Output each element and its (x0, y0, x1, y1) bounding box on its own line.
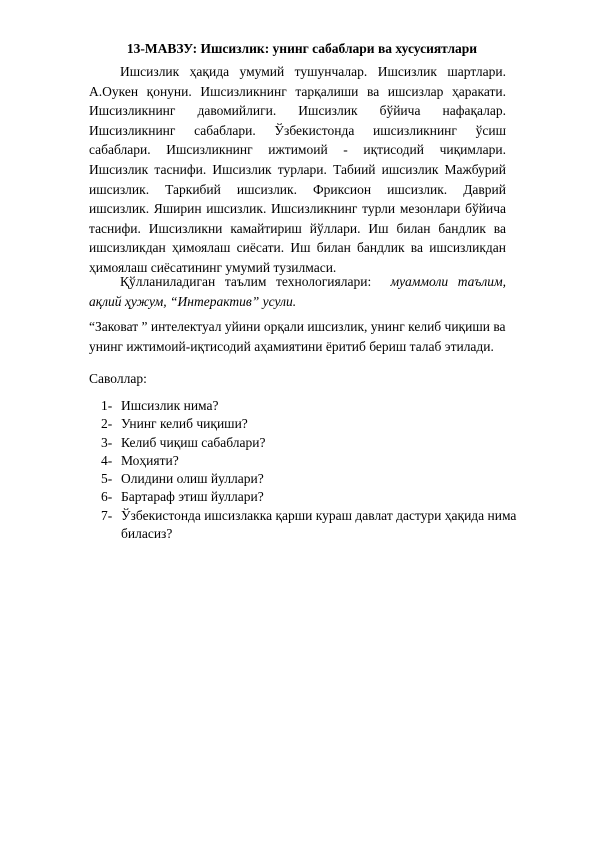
question-number: 6- (101, 489, 113, 505)
technologies-label: Қўлланиладиган таълим технологиялари: (120, 274, 372, 289)
list-item (101, 452, 521, 470)
questions-heading: Саволлар: (89, 371, 147, 386)
zakovat-paragraph: “Заковат ” интелектуал уйини орқали ишсизлик, унинг келиб чиқиши ва унинг ижтимоий-иқтисодий аҳамиятини ёритиб бериш талаб этилади. (89, 319, 506, 354)
list-item (101, 470, 521, 488)
list-item (101, 434, 521, 452)
question-text: Унинг келиб чиқиши? (121, 416, 248, 432)
question-number: 1- (101, 398, 113, 413)
technologies-paragraph (89, 272, 506, 311)
question-text: Ишсизлик нима? (121, 398, 219, 413)
question-number: 7- (101, 507, 113, 523)
questions-list (101, 397, 521, 543)
question-number: 4- (101, 452, 113, 468)
technologies-value: муаммоли таълим, ақлий ҳужум, “Интерактив” усули. (89, 274, 507, 309)
page-title: 13-МАВЗУ: Ишсизлик: унинг сабаблари ва хусусиятлари (126, 41, 478, 56)
question-number: 3- (101, 434, 113, 450)
question-text: Моҳияти? (121, 452, 179, 468)
question-text: Келиб чиқиш сабаблари? (121, 434, 266, 450)
intro-paragraph (89, 62, 506, 278)
list-item (101, 397, 521, 415)
question-text: Олидини олиш йуллари? (121, 471, 264, 487)
list-item (101, 488, 521, 506)
intro-text: Ишсизлик ҳақида умумий тушунчалар. Ишсизлик шартлари. А.Оукен қонуни. Ишсизликнинг тарқалиши ва ишсизлар ҳаракати. Ишсизликнинг давомийлиги. Ишсизлик бўйича нафақалар. Ишсизликнинг сабаблари. Ўзбекистонда ишсизликнинг ўсиш сабаблари. Ишсизликнинг ижтимоий - иқтисодий чиқимлари. Ишсизлик таснифи. Ишсизлик турлари. Табиий ишсизлик Мажбурий ишсизлик. Таркибий ишсизлик. Фриксион ишсизлик. Даврий ишсизлик. Яширин ишсизлик. Ишсизликнинг турли мезонлари бўйича таснифи. Ишсизликни камайтириш йўллари. Иш билан бандлик ва ишсизликдан ҳимоялаш сиёсати. Иш билан бандлик ва ишсизликдан ҳимоялаш сиёсатининг умумий тузилмаси. (89, 64, 506, 275)
list-item (101, 507, 521, 544)
question-text: Бартараф этиш йуллари? (121, 489, 264, 505)
question-text: Ўзбекистонда ишсизлакка қарши кураш давлат дастури ҳақида нима биласиз? (121, 507, 517, 542)
question-number: 2- (101, 416, 113, 432)
question-number: 5- (101, 471, 113, 487)
list-item (101, 415, 521, 433)
